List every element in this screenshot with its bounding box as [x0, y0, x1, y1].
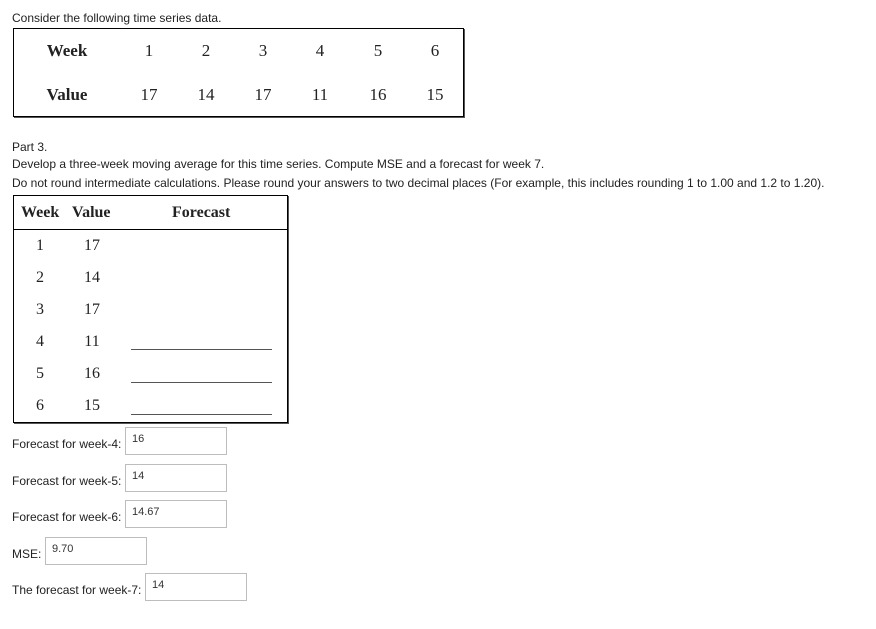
table-week-cell: 6	[36, 397, 44, 414]
value-column-header: Value	[72, 204, 111, 221]
forecast-column-header: Forecast	[172, 204, 231, 221]
week-row-header: Week	[46, 41, 88, 60]
part-label: Part 3.	[12, 140, 48, 154]
moving-average-table	[13, 195, 288, 423]
week-cell: 2	[201, 41, 211, 60]
forecast-week-4-input[interactable]: 16	[125, 427, 227, 455]
table-value-cell: 17	[84, 237, 100, 254]
week-cell: 4	[315, 41, 325, 60]
header-divider	[14, 229, 287, 230]
intro-text: Consider the following time series data.	[12, 11, 222, 25]
forecast-week-5-label: Forecast for week-5:	[12, 474, 122, 488]
table-value-cell: 11	[84, 333, 100, 350]
value-cell: 14	[197, 85, 215, 104]
table-value-cell: 16	[84, 365, 100, 382]
rounding-instruction-text: Do not round intermediate calculations. Please round your answers to two decimal places (For example, this includes rounding 1 to 1.00 and 1.2 to 1.20).	[12, 176, 825, 190]
instruction-text: Develop a three-week moving average for this time series. Compute MSE and a forecast for week 7.	[12, 157, 545, 171]
value-cell: 15	[426, 85, 444, 104]
week-cell: 3	[258, 41, 268, 60]
week-cell: 1	[144, 41, 154, 60]
mse-input[interactable]: 9.70	[45, 537, 147, 565]
forecast-blank-week-5	[131, 382, 272, 383]
forecast-blank-week-6	[131, 414, 272, 415]
value-cell: 17	[140, 85, 158, 104]
value-cell: 16	[369, 85, 387, 104]
forecast-week-6-label: Forecast for week-6:	[12, 510, 122, 524]
table-value-cell: 15	[84, 397, 100, 414]
table-week-cell: 5	[36, 365, 44, 382]
table-week-cell: 3	[36, 301, 44, 318]
forecast-week-5-input[interactable]: 14	[125, 464, 227, 492]
week-cell: 6	[430, 41, 440, 60]
forecast-blank-week-4	[131, 349, 272, 350]
mse-label: MSE:	[12, 547, 42, 561]
value-cell: 17	[254, 85, 272, 104]
week-cell: 5	[373, 41, 383, 60]
value-row-header: Value	[46, 85, 88, 104]
week-column-header: Week	[21, 204, 60, 221]
table-week-cell: 4	[36, 333, 44, 350]
table-value-cell: 14	[84, 269, 100, 286]
forecast-week-4-label: Forecast for week-4:	[12, 437, 122, 451]
forecast-week-7-label: The forecast for week-7:	[12, 583, 142, 597]
forecast-week-7-input[interactable]: 14	[145, 573, 247, 601]
forecast-week-6-input[interactable]: 14.67	[125, 500, 227, 528]
value-cell: 11	[311, 85, 329, 104]
table-value-cell: 17	[84, 301, 100, 318]
time-series-table	[13, 28, 464, 117]
table-week-cell: 2	[36, 269, 44, 286]
table-week-cell: 1	[36, 237, 44, 254]
